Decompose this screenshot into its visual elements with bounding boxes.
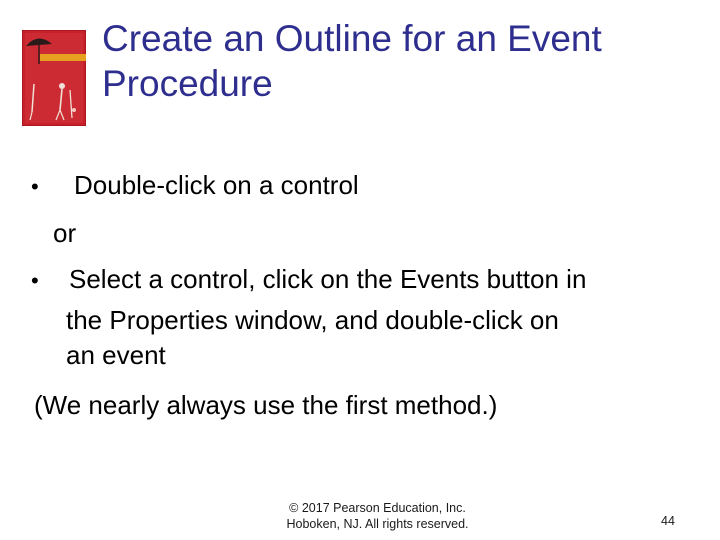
connector-or: or (53, 218, 77, 248)
bullet-marker: • (31, 268, 39, 293)
bullet-text-select-line-1: Select a control, click on the Events button in (69, 264, 587, 294)
page-title: Create an Outline for an Event Procedure (102, 18, 602, 104)
bullet-text-double-click: Double-click on a control (74, 170, 359, 200)
footer-copyright-line-2: Hoboken, NJ. All rights reserved. (286, 517, 469, 531)
method-note: (We nearly always use the first method.) (34, 390, 498, 420)
footer-copyright-line-1: © 2017 Pearson Education, Inc. (289, 501, 466, 515)
book-cover-umbrella-icon (22, 30, 86, 126)
bullet-marker: • (31, 174, 39, 199)
bullet-text-select-line-3: an event (66, 340, 166, 370)
page-number: 44 (661, 514, 675, 528)
footer-copyright (250, 500, 505, 532)
bullet-text-select-line-2: the Properties window, and double-click on (66, 305, 559, 335)
